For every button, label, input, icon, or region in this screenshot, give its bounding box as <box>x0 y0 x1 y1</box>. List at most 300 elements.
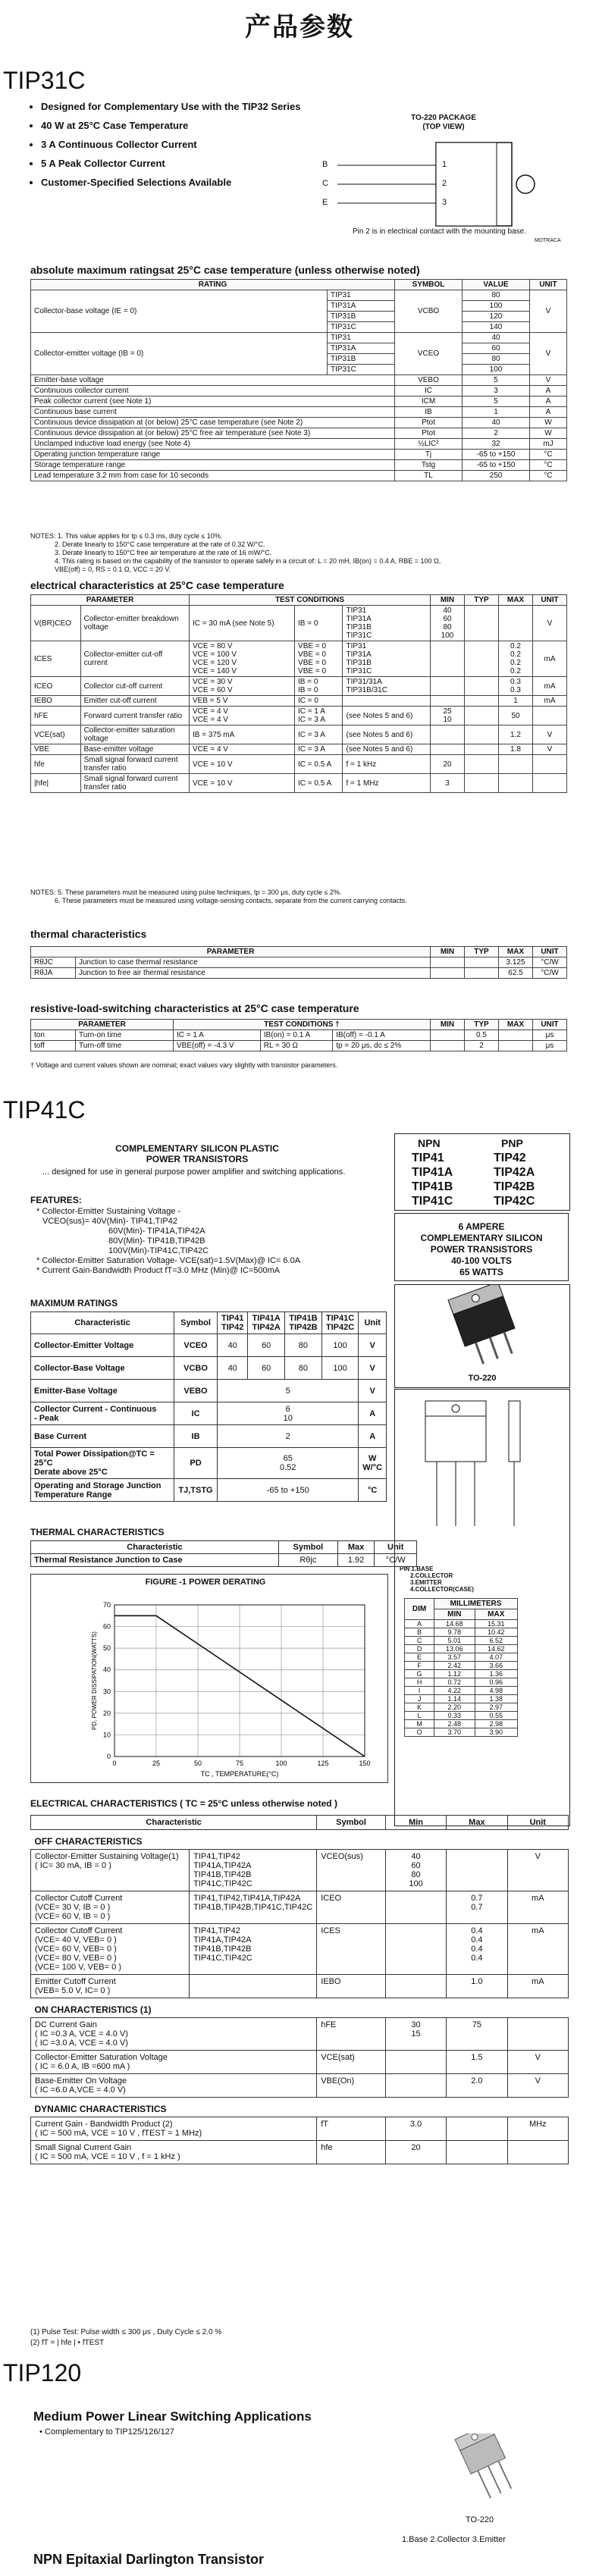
value <box>465 957 499 968</box>
unit <box>533 707 567 725</box>
pin-note-line: PIN 1.BASE <box>400 1565 434 1572</box>
max: 1.0 <box>447 1975 507 1998</box>
value: 100 <box>463 365 530 375</box>
npn-part: TIP41A <box>412 1166 453 1179</box>
symbol: |hfe| <box>31 774 81 793</box>
symbol: hFE <box>317 2018 386 2051</box>
dim-value: 5.01 <box>434 1637 475 1645</box>
elec-row <box>31 707 567 725</box>
part-number: TIP31B <box>328 312 395 322</box>
dyn-row <box>31 2117 569 2141</box>
dim-value: 0.72 <box>434 1678 475 1687</box>
condition: IC = 3 A <box>295 744 343 755</box>
feature-line: 60V(Min)- TIP41A,TIP42A <box>108 1227 205 1236</box>
value: 80 <box>285 1357 322 1380</box>
max-row <box>31 1448 387 1479</box>
dim-row <box>405 1653 518 1662</box>
min <box>385 1891 446 1924</box>
unit: V <box>533 606 567 641</box>
value: 100 <box>321 1357 359 1380</box>
condition: IC = 0.5 A <box>295 774 343 793</box>
symbol: VCBO <box>174 1357 218 1380</box>
feature-line: 80V(Min)- TIP41B,TIP42B <box>108 1236 205 1246</box>
symbol: IC <box>395 386 463 396</box>
unit <box>533 755 567 774</box>
dim-value: F <box>405 1662 434 1670</box>
max-ratings-table <box>30 1312 387 1502</box>
dim-value: O <box>405 1728 434 1737</box>
condition: VCE = 4 V <box>190 744 295 755</box>
min: 40 60 80 100 <box>385 1850 446 1891</box>
characteristic: Collector Cutoff Current (VCE= 40 V, VEB= 0 ) (VCE= 60 V, VEB= 0 ) (VCE= 80 V, VEB= 0 ) (VCE= 100 V, VEB= 0 ) <box>31 1924 190 1975</box>
condition: (see Notes 5 and 6) <box>343 725 431 744</box>
tip41c-heading1: COMPLEMENTARY SILICON PLASTIC <box>115 1143 279 1154</box>
condition: TIP31 TIP31A TIP31B TIP31C <box>343 606 431 641</box>
dim-row <box>405 1687 518 1695</box>
pin-e-label: E <box>322 198 328 207</box>
dim-value: 2.20 <box>434 1703 475 1712</box>
dim-value: 2.42 <box>434 1662 475 1670</box>
part-number: TIP31 <box>328 333 395 343</box>
characteristic: Collector-Base Voltage <box>31 1357 174 1380</box>
dim-value: 0.55 <box>475 1712 517 1720</box>
value: 100 <box>321 1334 359 1357</box>
min: 25 10 <box>431 707 465 725</box>
symbol: Tstg <box>395 460 463 471</box>
collector-base-label: Collector-base voltage (IE = 0) <box>31 290 328 333</box>
symbol: VCEO(sus) <box>317 1850 386 1891</box>
elec-row <box>31 696 567 707</box>
symbol: hfe <box>31 755 81 774</box>
unit: A <box>530 407 567 418</box>
parameter: Small signal forward current transfer ratio <box>80 774 189 793</box>
condition: IB(on) = 0.1 A <box>260 1030 332 1041</box>
symbol: IC <box>174 1402 218 1425</box>
value: 5 <box>463 396 530 407</box>
unit: W W/°C <box>359 1448 387 1479</box>
characteristic: Emitter Cutoff Current (VEB= 5.0 V, IC= 0 ) <box>31 1975 190 1998</box>
feature-line: * Collector-Emitter Saturation Voltage- VCE(sat)=1.5V(Max)@ IC= 6.0A <box>36 1256 301 1265</box>
condition: IB(off) = -0.1 A <box>333 1030 431 1041</box>
rating: Storage temperature range <box>31 460 395 471</box>
symbol: toff <box>31 1041 76 1051</box>
unit: °C <box>530 460 567 471</box>
value: -65 to +150 <box>218 1479 359 1502</box>
condition: IB = 0 <box>295 606 343 641</box>
dim-value: 0.96 <box>475 1678 517 1687</box>
parameter: Junction to case thermal resistance <box>76 957 431 968</box>
section-row <box>31 1998 569 2018</box>
note-line: NOTES: 5. These parameters must be measured using pulse techniques, tp = 300 μs, duty cycle ≤ 2%. <box>30 888 342 896</box>
note-line: VBE(off) = 0, RS = 0.1 Ω, VCC = 20 V. <box>55 566 171 573</box>
min <box>431 677 465 696</box>
dim-row <box>405 1720 518 1728</box>
symbol: hfe <box>317 2141 386 2164</box>
unit: A <box>530 386 567 396</box>
characteristic: DC Current Gain ( IC =0.3 A, VCE = 4.0 V) ( IC =3.0 A, VCE = 4.0 V) <box>31 2018 317 2051</box>
unit: A <box>359 1402 387 1425</box>
elec-row <box>31 755 567 774</box>
dim-row <box>405 1662 518 1670</box>
unit: V <box>359 1380 387 1402</box>
max-col-header: TIP41B TIP42B <box>285 1312 322 1334</box>
typ <box>465 725 499 744</box>
pin-note-line: 2.COLLECTOR <box>410 1572 453 1579</box>
max-col-header: TIP41C TIP42C <box>321 1312 359 1334</box>
abs-max-title: absolute maximum ratingsat 25°C case temperature (unless otherwise noted) <box>30 264 420 276</box>
pin-note-line: 4.COLLECTOR(CASE) <box>410 1586 474 1593</box>
tip41c-package-label: TO-220 <box>468 1374 497 1383</box>
parameter: Collector-emitter cut-off current <box>80 641 189 677</box>
abs-row <box>31 418 567 428</box>
dim-row <box>405 1645 518 1653</box>
dim-value: 15.31 <box>475 1620 517 1628</box>
unit <box>507 2141 568 2164</box>
dim-value: 6.52 <box>475 1637 517 1645</box>
dim-value: B <box>405 1628 434 1637</box>
elec-row <box>31 641 567 677</box>
min: 20 <box>385 2141 446 2164</box>
part-number: TIP31C <box>328 322 395 333</box>
condition: VEB = 5 V <box>190 696 295 707</box>
characteristic: Operating and Storage Junction Temperature Range <box>31 1479 174 1502</box>
value <box>431 957 465 968</box>
y-tick-label: 40 <box>102 1666 111 1674</box>
symbol: ton <box>31 1030 76 1041</box>
pnp-list <box>494 1151 535 1208</box>
characteristic: Current Gain - Bandwidth Product (2) ( IC = 500 mA, VCE = 10 V , fTEST = 1 MHz) <box>31 2117 317 2141</box>
tip41c-elec-title: ELECTRICAL CHARACTERISTICS ( TC = 25°C unless otherwise noted ) <box>30 1798 337 1809</box>
thermal-row <box>31 968 567 979</box>
col-unit: UNIT <box>533 1020 567 1030</box>
dim-value: L <box>405 1712 434 1720</box>
elec-table <box>30 594 567 793</box>
unit: V <box>530 290 567 333</box>
switch-row <box>31 1030 567 1041</box>
feature-bullet: • 5 A Peak Collector Current <box>41 157 308 171</box>
symbol: IB <box>174 1425 218 1448</box>
footnote: (1) Pulse Test: Pulse width ≤ 300 μs , Duty Cycle ≤ 2.0 % <box>30 2328 222 2336</box>
condition: (see Notes 5 and 6) <box>343 744 431 755</box>
rating: Peak collector current (see Note 1) <box>31 396 395 407</box>
dim-value: 1.38 <box>475 1695 517 1703</box>
parts <box>190 1975 317 1998</box>
dim-value: J <box>405 1695 434 1703</box>
col-max: MAX <box>475 1609 517 1620</box>
on-row <box>31 2018 569 2051</box>
unit: mA <box>507 1891 568 1924</box>
dim-value: 2.98 <box>475 1720 517 1728</box>
value: 32 <box>463 439 530 450</box>
pnp-part: TIP42 <box>494 1152 526 1164</box>
unit <box>533 774 567 793</box>
dim-row <box>405 1637 518 1645</box>
typ <box>465 696 499 707</box>
value: °C/W <box>533 957 567 968</box>
tip120-type: NPN Epitaxial Darlington Transistor <box>33 2552 265 2567</box>
note-line: 6. These parameters must be measured using voltage-sensing contacts, separate from the current carrying contacts. <box>55 897 407 904</box>
typ <box>465 774 499 793</box>
max-row <box>31 1402 387 1425</box>
footnote: (2) fT = | hfe | • fTEST <box>30 2339 105 2347</box>
min: 30 15 <box>385 2018 446 2051</box>
value: 60 <box>248 1334 285 1357</box>
parts: TIP41,TIP42 TIP41A,TIP42A TIP41B,TIP42B TIP41C,TIP42C <box>190 1924 317 1975</box>
thermal-value: Rθjc <box>278 1554 337 1567</box>
rating: Continuous collector current <box>31 386 395 396</box>
value: 80 <box>285 1334 322 1357</box>
symbol: PD <box>174 1448 218 1479</box>
typ <box>465 707 499 725</box>
tip120-package-icon <box>409 2433 538 2517</box>
tip41c-features <box>36 1207 393 1276</box>
value <box>499 1041 533 1051</box>
feature-bullet: • Customer-Specified Selections Available <box>41 176 308 190</box>
unit: V <box>507 1850 568 1891</box>
min: 3 <box>431 774 465 793</box>
dim-value: I <box>405 1687 434 1695</box>
characteristic: Collector Cutoff Current (VCE= 30 V, IB = 0 ) (VCE= 60 V, IB = 0 ) <box>31 1891 190 1924</box>
unit: mA <box>533 696 567 707</box>
min <box>431 641 465 677</box>
unit: V <box>533 744 567 755</box>
value: 3 <box>463 386 530 396</box>
max: 1 <box>499 696 533 707</box>
max-col-header: TIP41 TIP42 <box>218 1312 248 1334</box>
dim-value: G <box>405 1670 434 1678</box>
characteristic: Base Current <box>31 1425 174 1448</box>
value: 40 <box>218 1357 248 1380</box>
value: 65 0.52 <box>218 1448 359 1479</box>
pin-c-label: C <box>322 179 328 188</box>
abs-row <box>31 450 567 460</box>
dim-row <box>405 1695 518 1703</box>
y-tick-label: 10 <box>102 1731 111 1739</box>
condition: VCE = 10 V <box>190 755 295 774</box>
unit: V <box>530 333 567 375</box>
value: 120 <box>463 312 530 322</box>
min <box>431 725 465 744</box>
abs-row <box>31 386 567 396</box>
parts: TIP41,TIP42 TIP41A,TIP42A TIP41B,TIP42B TIP41C,TIP42C <box>190 1850 317 1891</box>
characteristic: Base-Emitter On Voltage ( IC =6.0 A,VCE = 4.0 V) <box>31 2074 317 2098</box>
condition: TIP31 TIP31A TIP31B TIP31C <box>343 641 431 677</box>
value: μs <box>533 1041 567 1051</box>
symbol: VEBO <box>395 375 463 386</box>
value: 80 <box>463 290 530 301</box>
thermal-col-header: Symbol <box>278 1541 337 1554</box>
dim-value: 14.68 <box>434 1620 475 1628</box>
pnp-label: PNP <box>501 1137 523 1149</box>
part-number: TIP31B <box>328 354 395 365</box>
symbol: TL <box>395 471 463 481</box>
value: 0.5 <box>465 1030 499 1041</box>
symbol: IB <box>395 407 463 418</box>
max: 1.8 <box>499 744 533 755</box>
max: 0.4 0.4 0.4 0.4 <box>447 1924 507 1975</box>
abs-row <box>31 407 567 418</box>
to220-package-box <box>394 1284 570 1388</box>
off-row <box>31 1891 569 1924</box>
dim-value: 3.70 <box>434 1728 475 1737</box>
collector-emitter-label: Collector-emitter voltage (IB = 0) <box>31 333 328 375</box>
col-dim: DIM <box>405 1599 434 1620</box>
symbol: VCEO <box>174 1334 218 1357</box>
unit: V <box>359 1334 387 1357</box>
col-parameter: PARAMETER <box>31 1020 174 1030</box>
npn-label: NPN <box>418 1137 441 1149</box>
dim-row <box>405 1728 518 1737</box>
pin-3-label: 3 <box>442 198 447 207</box>
part-number: TIP31 <box>328 290 395 301</box>
package-code: MDTRACA <box>535 238 561 243</box>
y-tick-label: 60 <box>102 1622 111 1631</box>
unit: W <box>530 428 567 439</box>
elec-title: electrical characteristics at 25°C case temperature <box>30 579 284 591</box>
to220-package-icon <box>395 1285 569 1368</box>
value: 40 <box>463 418 530 428</box>
part-number: TIP31C <box>328 365 395 375</box>
parameter: Turn-off time <box>76 1041 174 1051</box>
symbol: VCE(sat) <box>317 2051 386 2074</box>
tip120-subtitle: Medium Power Linear Switching Applications <box>33 2409 312 2424</box>
condition: IB = 375 mA <box>190 725 295 744</box>
feature-line: VCEO(sus)= 40V(Min)- TIP41,TIP42 <box>42 1217 177 1226</box>
parameter: Base-emitter voltage <box>80 744 189 755</box>
max <box>499 755 533 774</box>
pnp-part: TIP42B <box>494 1180 535 1193</box>
summary-box <box>394 1213 569 1281</box>
parameter: Turn-on time <box>76 1030 174 1041</box>
max: 75 <box>447 2018 507 2051</box>
switch-note: † Voltage and current values shown are nominal; exact values vary slightly with transistor parameters. <box>30 1061 338 1069</box>
value: 5 <box>463 375 530 386</box>
symbol: VCEO <box>395 333 463 375</box>
col-symbol: Symbol <box>317 1816 386 1830</box>
max: 0.2 0.2 0.2 0.2 <box>499 641 533 677</box>
dim-value: A <box>405 1620 434 1628</box>
feature-bullet: • 40 W at 25°C Case Temperature <box>41 119 308 133</box>
symbol: RθJC <box>31 957 76 968</box>
unit: °C <box>359 1479 387 1502</box>
condition: VCE = 80 V VCE = 100 V VCE = 120 V VCE = 140 V <box>190 641 295 677</box>
value <box>431 1030 465 1041</box>
col-min: MIN <box>434 1609 475 1620</box>
thermal-col-header: Unit <box>375 1541 417 1554</box>
parameter: Junction to free air thermal resistance <box>76 968 431 979</box>
tip31c-features <box>27 100 308 195</box>
dim-row <box>405 1670 518 1678</box>
x-tick-label: 75 <box>235 1760 244 1767</box>
dimension-table <box>404 1598 518 1737</box>
col-test-conditions: TEST CONDITIONS <box>190 595 431 606</box>
pin-2-label: 2 <box>442 179 447 188</box>
unit: mJ <box>530 439 567 450</box>
symbol: IEBO <box>317 1975 386 1998</box>
max-col-header: Characteristic <box>31 1312 174 1334</box>
condition: f = 1 kHz <box>343 755 431 774</box>
col-max: MAX <box>499 947 533 957</box>
dim-value: 4.98 <box>475 1687 517 1695</box>
symbol: VEBO <box>174 1380 218 1402</box>
tip120-bullet: • Complementary to TIP125/126/127 <box>39 2427 174 2437</box>
dim-value: 4.07 <box>475 1653 517 1662</box>
characteristic: Total Power Dissipation@TC = 25°C Derate above 25°C <box>31 1448 174 1479</box>
unit: V <box>507 2051 568 2074</box>
symbol: V(BR)CEO <box>31 606 81 641</box>
condition: VBE(off) = -4.3 V <box>174 1041 261 1051</box>
col-rating: RATING <box>31 280 395 290</box>
npn-list <box>412 1151 453 1208</box>
col-unit: UNIT <box>530 280 567 290</box>
thermal-value: °C/W <box>375 1554 417 1567</box>
dim-value: 13.06 <box>434 1645 475 1653</box>
dim-value: D <box>405 1645 434 1653</box>
typ <box>465 606 499 641</box>
off-row <box>31 1975 569 1998</box>
chart-title: FIGURE -1 POWER DERATING <box>145 1578 266 1587</box>
max: 1.2 <box>499 725 533 744</box>
thermal-value: Thermal Resistance Junction to Case <box>31 1554 279 1567</box>
characteristic: Collector-Emitter Saturation Voltage ( IC = 6.0 A, IB =600 mA ) <box>31 2051 317 2074</box>
symbol: ICM <box>395 396 463 407</box>
dimension-box <box>394 1389 570 1826</box>
unit: mA <box>507 1975 568 1998</box>
dim-value: E <box>405 1653 434 1662</box>
typ <box>465 755 499 774</box>
x-axis-label: TC , TEMPERATURE(°C) <box>200 1770 279 1778</box>
collector-emitter-row <box>31 333 567 343</box>
dim-row <box>405 1678 518 1687</box>
condition: IC = 30 mA (see Note 5) <box>190 606 295 641</box>
abs-row <box>31 439 567 450</box>
value <box>431 968 465 979</box>
switch-row <box>31 1041 567 1051</box>
value: 3.125 <box>499 957 533 968</box>
condition: TIP31/31A TIP31B/31C <box>343 677 431 696</box>
parameter: Collector-emitter breakdown voltage <box>80 606 189 641</box>
symbol: ICES <box>317 1924 386 1975</box>
symbol: ICEO <box>317 1891 386 1924</box>
outline-drawing <box>395 1390 569 1564</box>
value: μs <box>533 1030 567 1041</box>
tip41c-desc: ... designed for use in general purpose power amplifier and switching applications. <box>42 1167 346 1177</box>
symbol: RθJA <box>31 968 76 979</box>
tip41c-footnotes <box>30 2327 221 2349</box>
x-tick-label: 0 <box>112 1760 117 1767</box>
off-row <box>31 1924 569 1975</box>
value: 2 <box>463 428 530 439</box>
dim-value: 2.48 <box>434 1720 475 1728</box>
parameter: Small signal forward current transfer ratio <box>80 755 189 774</box>
unit: MHz <box>507 2117 568 2141</box>
summary-line: 6 AMPERE <box>458 1221 505 1232</box>
max-row <box>31 1425 387 1448</box>
tip41c-elec-table <box>30 1815 569 2164</box>
section-row <box>31 2098 569 2117</box>
pin-1-label: 1 <box>442 160 447 169</box>
section-title: ON CHARACTERISTICS (1) <box>34 2004 152 2015</box>
rating: Lead temperature 3.2 mm from case for 10 seconds <box>31 471 395 481</box>
package-note: Pin 2 is in electrical contact with the mounting base. <box>353 227 527 236</box>
min <box>385 2074 446 2098</box>
col-characteristic: Characteristic <box>31 1816 317 1830</box>
unit <box>507 2018 568 2051</box>
symbol: VBE(On) <box>317 2074 386 2098</box>
tip31c-package-diagram <box>322 114 588 250</box>
section-title: DYNAMIC CHARACTERISTICS <box>34 2104 167 2114</box>
min <box>385 1924 446 1975</box>
